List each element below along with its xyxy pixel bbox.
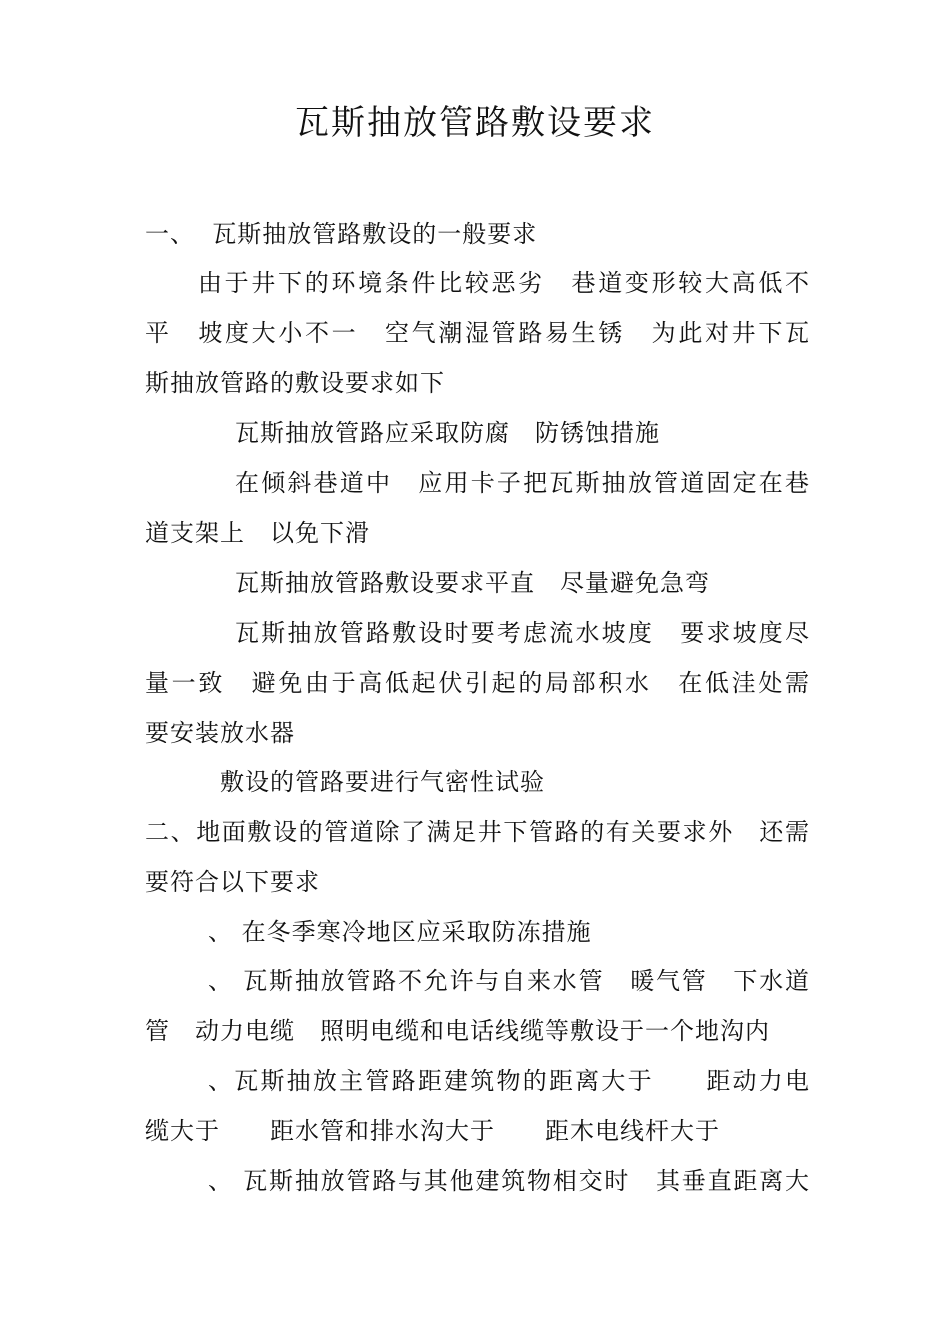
paragraph-line: 平 坡度大小不一 空气潮湿管路易生锈 为此对井下瓦 xyxy=(145,319,810,347)
section-heading-2: 二、地面敷设的管道除了满足井下管路的有关要求外 还需 xyxy=(145,818,810,846)
list-item: 、 瓦斯抽放管路与其他建筑物相交时 其垂直距离大 xyxy=(208,1167,810,1195)
paragraph-line: 道支架上 以免下滑 xyxy=(145,519,370,547)
paragraph-line: 由于井下的环境条件比较恶劣 巷道变形较大高低不 xyxy=(198,269,810,297)
document-title: 瓦斯抽放管路敷设要求 xyxy=(295,103,655,143)
list-item: 瓦斯抽放管路应采取防腐 防锈蚀措施 xyxy=(235,419,660,447)
paragraph-line: 斯抽放管路的敷设要求如下 xyxy=(145,369,445,397)
list-item: 、瓦斯抽放主管路距建筑物的距离大于 距动力电 xyxy=(208,1067,810,1095)
paragraph-line: 量一致 避免由于高低起伏引起的局部积水 在低洼处需 xyxy=(145,669,810,697)
list-item: 在倾斜巷道中 应用卡子把瓦斯抽放管道固定在巷 xyxy=(235,469,810,497)
list-item: 瓦斯抽放管路敷设时要考虑流水坡度 要求坡度尽 xyxy=(235,619,810,647)
list-item: 、 瓦斯抽放管路不允许与自来水管 暖气管 下水道 xyxy=(208,967,810,995)
section-heading-1: 一、 瓦斯抽放管路敷设的一般要求 xyxy=(145,220,538,248)
paragraph-line: 要符合以下要求 xyxy=(145,868,320,896)
list-item: 、 在冬季寒冷地区应采取防冻措施 xyxy=(208,918,592,946)
paragraph-line: 要安装放水器 xyxy=(145,719,295,747)
paragraph-line: 管 动力电缆 照明电缆和电话线缆等敷设于一个地沟内 xyxy=(145,1017,770,1045)
paragraph-line: 缆大于 距水管和排水沟大于 距木电线杆大于 xyxy=(145,1117,720,1145)
list-item: 瓦斯抽放管路敷设要求平直 尽量避免急弯 xyxy=(235,569,710,597)
list-item: 敷设的管路要进行气密性试验 xyxy=(220,768,545,796)
